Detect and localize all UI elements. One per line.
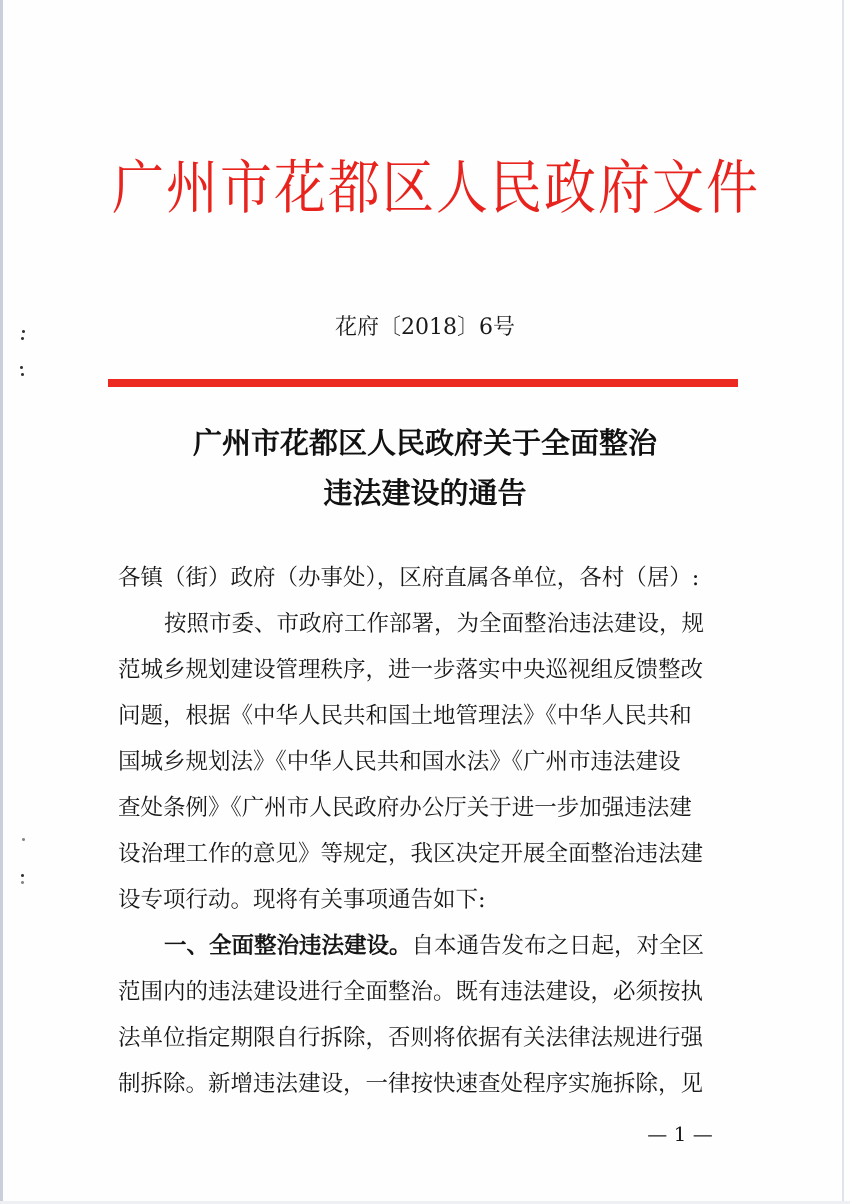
paragraph-line: 查处条例》《广州市人民政府办公厅关于进一步加强违法建 xyxy=(118,795,692,821)
section-1-heading: 一、全面整治违法建设。 xyxy=(164,933,412,959)
binding-hole-mark xyxy=(22,330,25,333)
binding-hole-mark xyxy=(21,373,24,376)
paragraph-line: 按照市委、市政府工作部署，为全面整治违法建设，规 xyxy=(164,611,705,637)
document-title xyxy=(100,418,750,518)
page-number: — 1 — xyxy=(647,1122,713,1146)
binding-hole-mark xyxy=(21,337,24,340)
paragraph-line: 设专项行动。现将有关事项通告如下: xyxy=(118,887,486,913)
title-line-2: 违法建设的通告 xyxy=(323,476,527,510)
salutation: 各镇（街）政府（办事处），区府直属各单位，各村（居）: xyxy=(118,565,700,591)
scan-edge-left xyxy=(0,0,3,1204)
binding-hole-mark xyxy=(20,366,23,369)
paragraph-line: 法单位指定期限自行拆除，否则将依据有关法律法规进行强 xyxy=(118,1025,704,1051)
binding-hole-mark xyxy=(22,838,25,841)
title-line-1: 广州市花都区人民政府关于全面整治 xyxy=(192,426,657,460)
paragraph-line: 国城乡规划法》《中华人民共和国水法》《广州市违法建设 xyxy=(118,749,681,775)
scan-edge-right xyxy=(842,0,844,1204)
section-1-first-line xyxy=(118,924,704,968)
paragraph-line: 设治理工作的意见》等规定，我区决定开展全面整治违法建 xyxy=(118,841,704,867)
paragraph-line: 制拆除。新增违法建设，一律按快速查处程序实施拆除，见 xyxy=(118,1071,704,1097)
paragraph-line: 问题，根据《中华人民共和国土地管理法》《中华人民共和 xyxy=(118,703,692,729)
red-divider-rule xyxy=(108,379,738,387)
paragraph-line: 范城乡规划建设管理秩序，进一步落实中央巡视组反馈整改 xyxy=(118,657,704,683)
document-masthead: 广州市花都区人民政府文件 xyxy=(112,155,761,223)
document-number: 花府〔2018〕6号 xyxy=(335,315,515,340)
binding-hole-mark xyxy=(21,881,24,884)
section-1-text: 自本通告发布之日起，对全区 xyxy=(411,933,705,959)
paragraph-line: 范围内的违法建设进行全面整治。既有违法建设，必须按执 xyxy=(118,979,704,1005)
binding-hole-mark xyxy=(21,874,24,877)
